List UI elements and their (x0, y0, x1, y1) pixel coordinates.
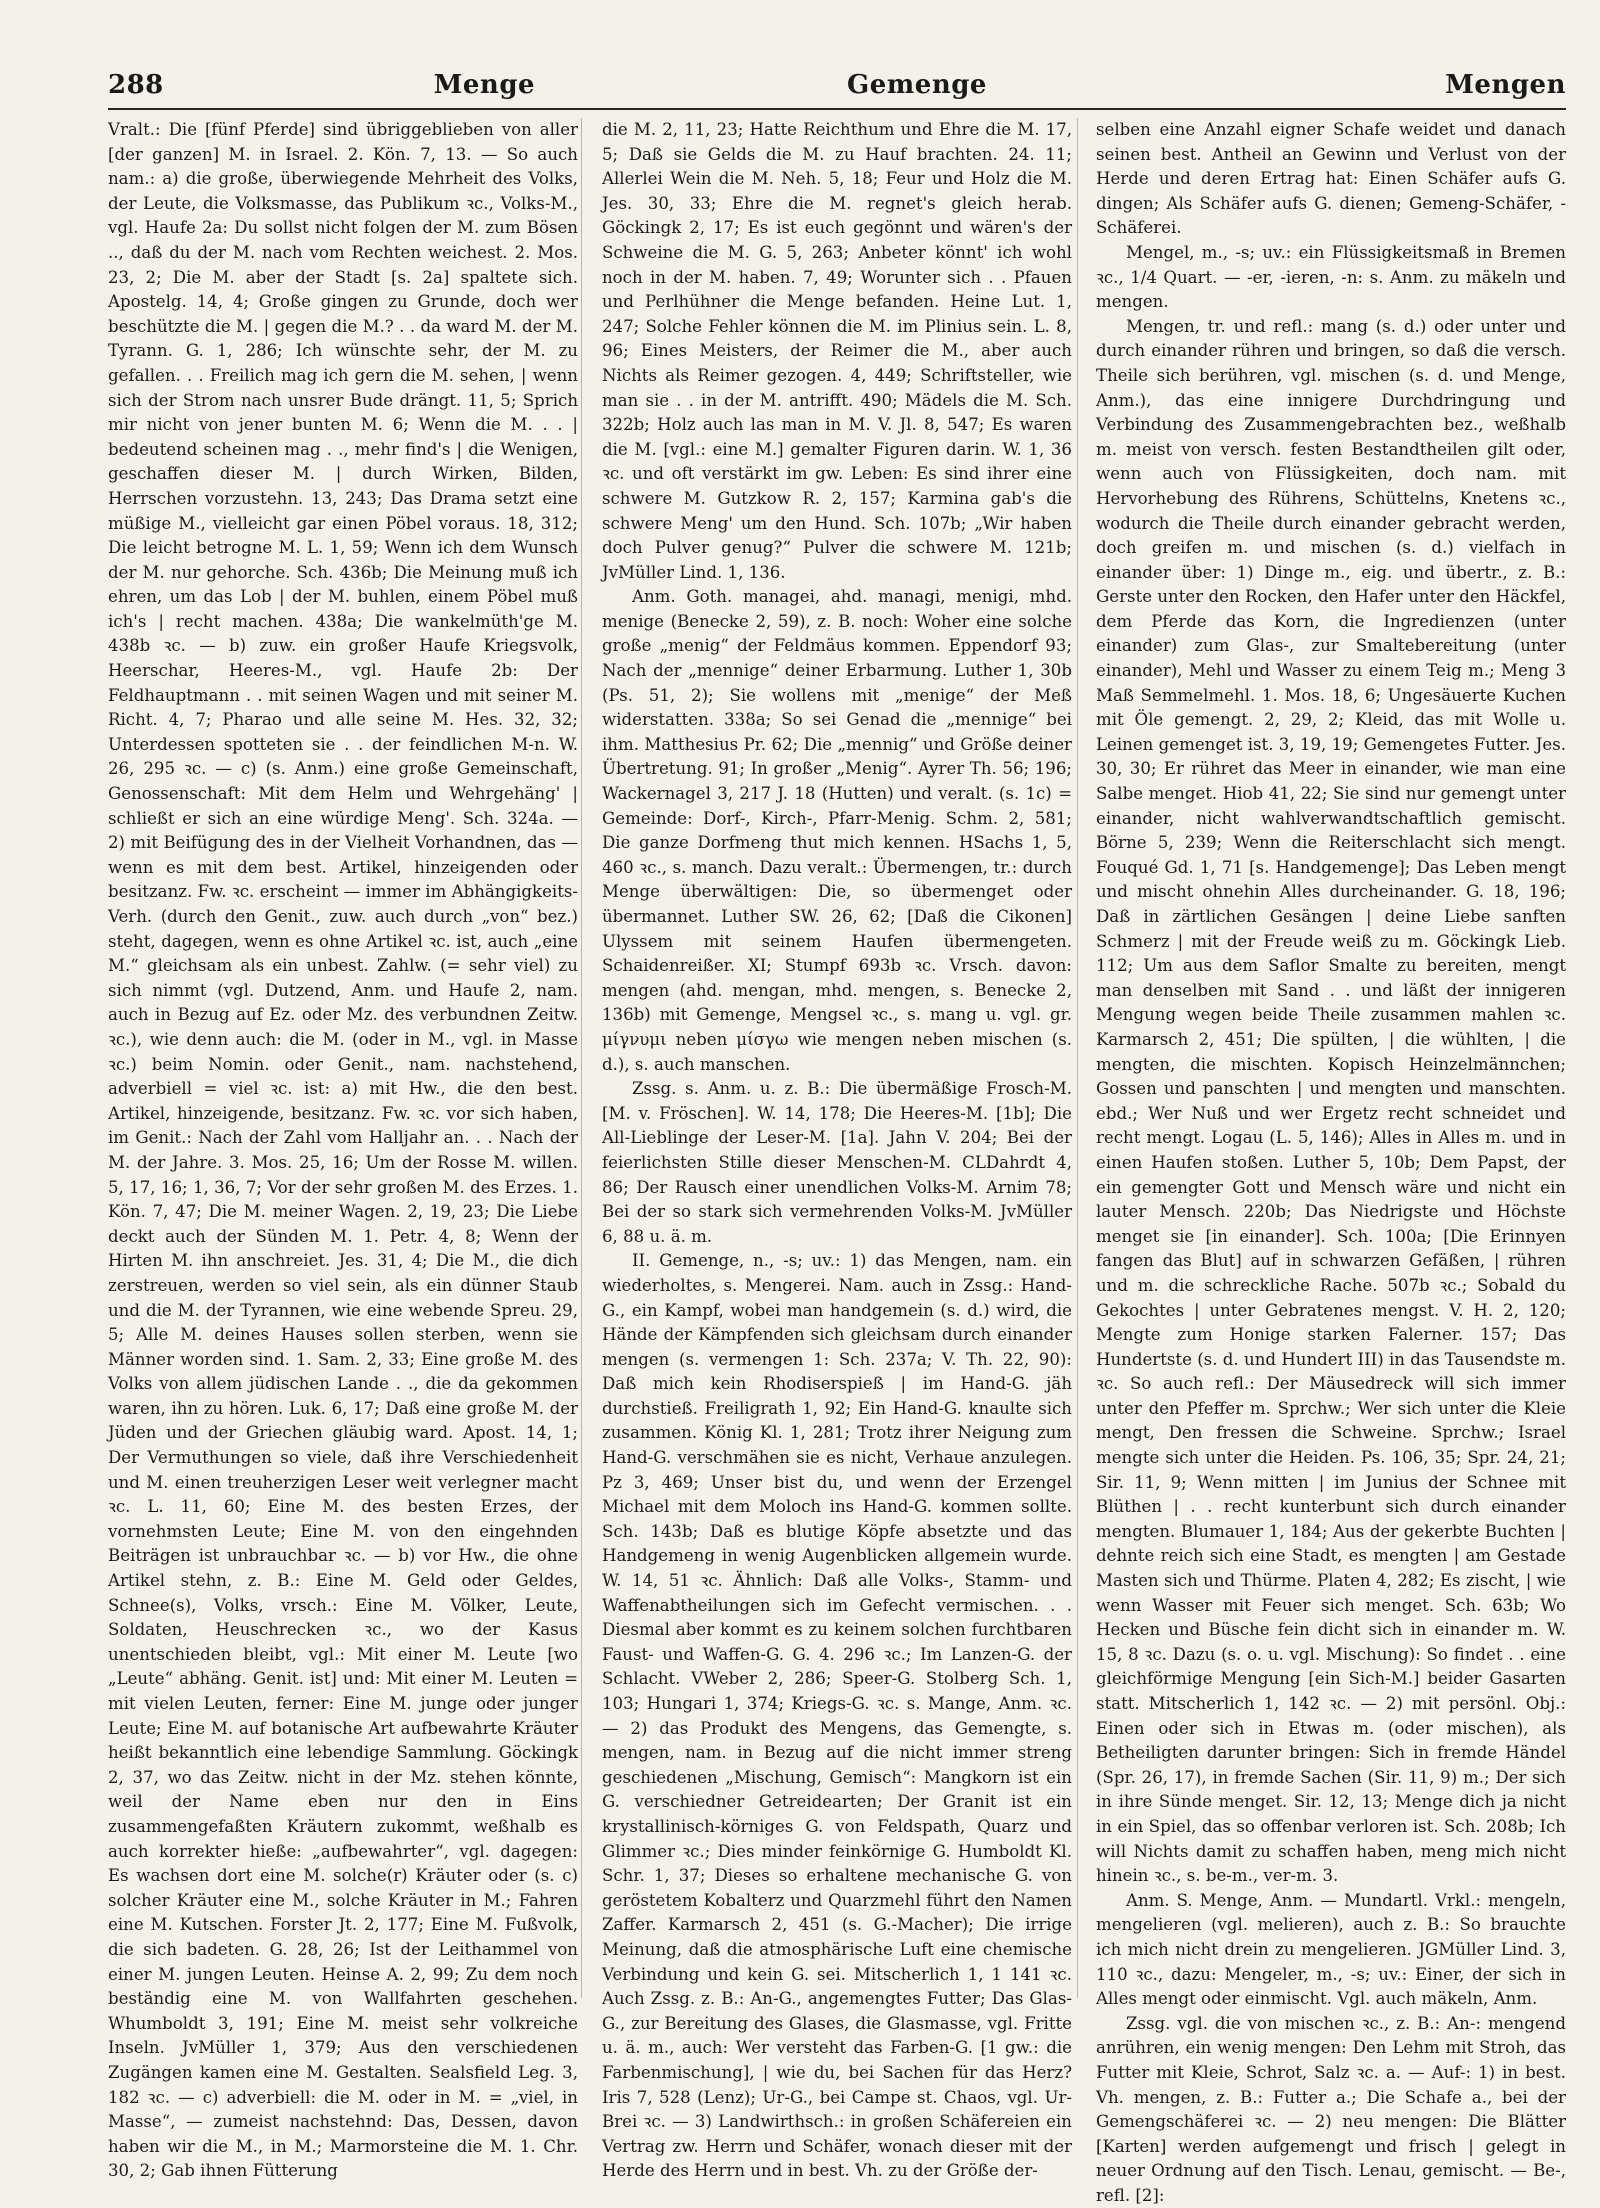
header-center-catchword: Gemenge (847, 70, 987, 100)
running-header (108, 62, 1566, 108)
column-2-paragraph-4: II. Gemenge, n., -s; uv.: 1) das Mengen, nam. ein wiederholtes, s. Mengerei. Nam. auch in Zssg.: Hand-G., ein Kampf, wobei man handgemein (s. d.) wird, die Hände der Kämpfenden sich gleichsam durch einander mengen (s. vermengen 1: Sch. 237a; V. Th. 22, 90): Daß mich kein Rhodiserspieß | im Hand-G. jäh durchstieß. Freiligrath 1, 92; Ein Hand-G. knaulte sich zusammen. König Kl. 1, 281; Trotz ihrer Neigung zum Hand-G. verschmähen sie es nicht, Verhaue anzulegen. Pz 3, 469; Unser bist du, und wenn der Erzengel Michael mit dem Moloch ins Hand-G. kommen sollte. Sch. 143b; Daß es blutige Köpfe absetzte und das Handgemeng in wenig Augenblicken allgemein wurde. W. 14, 51 ꝛc. Ähnlich: Daß alle Volks-, Stamm- und Waffenabtheilungen sich im Gefecht vermischen. . . Diesmal aber kommt es zu keinem solchen furchtbaren Faust- und Waffen-G. G. 4. 296 ꝛc.; Im Lanzen-G. der Schlacht. VWeber 2, 286; Speer-G. Stolberg Sch. 1, 103; Hungari 1, 374; Kriegs-G. ꝛc. s. Mange, Anm. ꝛc. — 2) das Produkt des Mengens, das Gemengte, s. mengen, nam. in Bezug auf die nicht immer streng geschiedenen „Mischung, Gemisch“: Mangkorn ist ein G. verschiedner Getreidearten; Der Granit ist ein krystallinisch-körniges G. von Feldspath, Quarz und Glimmer ꝛc.; Dies minder feinkörnige G. Humboldt Kl. Schr. 1, 37; Dieses so erhaltene mechanische G. von geröstetem Kobalterz und Quarzmehl führt den Namen Zaffer. Karmarsch 2, 451 (s. G.-Macher); Die irrige Meinung, daß die atmosphärische Luft eine chemische Verbindung und kein G. sei. Mitscherlich 1, 1 141 ꝛc. Auch Zssg. z. B.: An-G., angemengtes Futter; Das Glas-G., zur Bereitung des Glases, die Glasmasse, vgl. Fritte u. ä. m., auch: Wer versteht das Farben-G. [1 gw.: die Farbenmischung], | wie du, bei Sachen für das Herz? Iris 7, 528 (Lenz); Ur-G., bei Campe st. Chaos, vgl. Ur-Brei ꝛc. — 3) Landwirthsch.: in großen Schäfereien ein Vertrag zw. Herrn und Schäfer, wonach dieser mit der Herde des Herrn und in best. Vh. zu der Größe der- (602, 1251, 1072, 2181)
column-2-paragraph-1: die M. 2, 11, 23; Hatte Reichthum und Ehre die M. 17, 5; Daß sie Gelds die M. zu Hauf brachten. 24. 11; Allerlei Wein die M. Neh. 5, 18; Feur und Holz die M. Jes. 30, 33; Ehre die M. regnet's gleich herab. Göckingk 2, 17; Es ist euch gegönnt und wären's der Schweine die M. G. 5, 263; Anbeter könnt' ich wohl noch in der M. haben. 7, 49; Worunter sich . . Pfauen und Perlhühner die Menge befanden. Heine Lut. 1, 247; Solche Fehler können die M. im Plinius sein. L. 8, 96; Eines Meisters, der Reimer die M., aber auch Nichts als Reimer gezogen. 4, 449; Schriftsteller, wie man sie . . in der M. antrifft. 490; Mädels die M. Sch. 322b; Holz auch las man in M. V. Jl. 8, 547; Es waren die M. [vgl.: eine M.] gemalter Figuren darin. W. 1, 36 ꝛc. und oft verstärkt im gw. Leben: Es sind ihrer eine schwere M. Gutzkow R. 2, 157; Karmina gab's die schwere Meng' um den Hund. Sch. 107b; „Wir haben doch Pulver genug?“ Pulver die schwere M. 121b; JvMüller Lind. 1, 136. (602, 120, 1072, 582)
header-right-catchword: Mengen (1445, 70, 1567, 100)
column-1-paragraph-1: Vralt.: Die [fünf Pferde] sind übriggeblieben von aller [der ganzen] M. in Israel. 2. Kön. 7, 13. — So auch nam.: a) die große, überwiegende Mehrheit des Volks, der Leute, die Volksmasse, das Publikum ꝛc., Volks-M., vgl. Haufe 2a: Du sollst nicht folgen der M. zum Bösen .., daß du der M. nach vom Rechten weichest. 2. Mos. 23, 2; Die M. aber der Stadt [s. 2a] spaltete sich. Apostelg. 14, 4; Große gingen zu Grunde, doch wer beschützte die M. | gegen die M.? . . da ward M. der M. Tyrann. G. 1, 286; Ich wünschte sehr, der M. zu gefallen. . . Freilich mag ich gern die M. sehen, | wenn sich der Strom nach unsrer Bude drängt. 11, 5; Sprich mir nicht von jener bunten M. 6; Wenn die M. . . | bedeutend scheinen mag . ., mehr find's | die Wenigen, geschaffen dieser M. | durch Wirken, Bilden, Herrschen vorzustehn. 13, 243; Das Drama setzt eine müßige M., vielleicht gar einen Pöbel voraus. 18, 312; Die leicht betrogne M. L. 1, 59; Wenn ich dem Wunsch der M. nur gehorche. Sch. 436b; Die Meinung muß ich ehren, um das Lob | der M. buhlen, einem Pöbel muß ich's | recht machen. 438a; Die wankelmüth'ge M. 438b ꝛc. — b) zuw. ein großer Haufe Kriegsvolk, Heerschar, Heeres-M., vgl. Haufe 2b: Der Feldhauptmann . . mit seinen Wagen und mit seiner M. Richt. 4, 7; Pharao und alle seine M. Hes. 32, 32; Unterdessen spotteten sie . . der feindlichen M-n. W. 26, 295 ꝛc. — c) (s. Anm.) eine große Gemeinschaft, Genossenschaft: Mit dem Helm und Wehrgehäng' | schließt er sich an eine würdige Meng'. Sch. 324a. — 2) mit Beifügung des in der Vielheit Vorhandnen, das — wenn es mit dem best. Artikel, hinzeigenden oder besitzanz. Fw. ꝛc. erscheint — immer im Abhängigkeits-Verh. (durch den Genit., zuw. auch durch „von“ bez.) steht, dagegen, wenn es ohne Artikel ꝛc. ist, auch „eine M.“ gleichsam als ein unbest. Zahlw. (= sehr viel) zu sich nimmt (vgl. Dutzend, Anm. und Haufe 2, nam. auch in Bezug auf Ez. oder Mz. des verbundnen Zeitw. ꝛc.), wie denn auch: die M. (oder in M., vgl. in Masse ꝛc.) beim Nomin. oder Genit., nam. nachstehend, adverbiell = viel ꝛc. ist: a) mit Hw., die den best. Artikel, hinzeigende, besitzanz. Fw. ꝛc. vor sich haben, im Genit.: Nach der Zahl vom Halljahr an. . . Nach der M. der Jahre. 3. Mos. 25, 16; Um der Rosse M. willen. 5, 17, 16; 1, 36, 7; Vor der sehr großen M. des Erzes. 1. Kön. 7, 47; Die M. meiner Wagen. 2, 19, 23; Die Liebe deckt auch der Sünden M. 1. Petr. 4, 8; Wenn der Hirten M. ihn anschreiet. Jes. 31, 4; Die M., die dich zerstreuen, werden so viel sein, als ein dünner Staub und die M. der Tyrannen, wie eine webende Spreu. 29, 5; Alle M. deines Hauses sollen sterben, wenn sie Männer worden sind. 1. Sam. 2, 33; Eine große M. des Volks von allem jüdischen Lande . ., die da gekommen waren, ihn zu hören. Luk. 6, 17; Daß eine große M. der Jüden und der Griechen gläubig ward. Apost. 14, 1; Der Vermuthungen so viele, daß ihre Verschiedenheit und M. einen treuherzigen Leser weit verlegner macht ꝛc. L. 11, 60; Eine M. des besten Erzes, der vornehmsten Leute; Eine M. von den eingehnden Beiträgen ist unbrauchbar ꝛc. — b) vor Hw., die ohne Artikel stehn, z. B.: Eine M. Geld oder Geldes, Schnee(s), Volks, vrsch.: Eine M. Völker, Leute, Soldaten, Heuschrecken ꝛc., wo der Kasus unentschieden bleibt, vgl.: Mit einer M. Leute [wo „Leute“ abhäng. Genit. ist] und: Mit einer M. Leuten = mit vielen Leuten, ferner: Eine M. junge oder junger Leute; Eine M. auf botanische Art aufbewahrte Kräuter heißt bekanntlich eine lebendige Sammlung. Göckingk 2, 37, wo das Zeitw. nicht in der Mz. stehen könnte, weil der Name eben nur den in Eins zusammengefaßten Kräutern zukommt, weßhalb es auch korrekter hieße: „aufbewahrter“, vgl. dagegen: Es wachsen dort eine M. solche(r) Kräuter oder (s. c) solcher Kräuter eine M., solche Kräuter in M.; Fahren eine M. Kutschen. Forster Jt. 2, 177; Eine M. Fußvolk, die sich badeten. G. 28, 26; Ist der Leithammel von einer M. jungen Leuten. Heinse A. 2, 99; Zu dem noch beständig eine M. von Wallfahrten geschehen. Whumboldt 3, 191; Eine M. meist sehr volkreiche Inseln. JvMüller 1, 379; Aus den verschiedenen Zugängen kamen eine M. Gestalten. Sealsfield Leg. 3, 182 ꝛc. — c) adverbiell: die M. oder in M. = „viel, in Masse“, — zumeist nachstehnd: Das, Dessen, davon haben wir die M., in M.; Marmorsteine die M. 1. Chr. 30, 2; Gab ihnen Fütterung (108, 120, 578, 2181)
column-3 (1096, 118, 1566, 2205)
column-3-paragraph-1: selben eine Anzahl eigner Schafe weidet und danach seinen best. Antheil an Gewinn und Verlust von der Herde und deren Ertrag hat: Einen Schäfer aufs G. dingen; Als Schäfer aufs G. dienen; Gemeng-Schäfer, -Schäferei. (1096, 120, 1566, 238)
column-3-paragraph-5: Zssg. vgl. die von mischen ꝛc., z. B.: An-: mengend anrühren, ein wenig mengen: Den Lehm mit Stroh, das Futter mit Kleie, Schrot, Salz ꝛc. a. — Auf-: 1) in best. Vh. mengen, z. B.: Futter a.; Die Schafe a., bei der Gemengschäferei ꝛc. — 2) neu mengen: Die Blätter [Karten] werden aufgemengt und frisch | gelegt in neuer Ordnung auf den Tisch. Lenau, gemischt. — Be-, refl. [2]: (1096, 2013, 1566, 2205)
header-left-catchword: Menge (433, 70, 536, 100)
header-rule (108, 108, 1566, 110)
column-3-paragraph-4: Anm. S. Menge, Anm. — Mundartl. Vrkl.: mengeln, mengelieren (vgl. melieren), auch z. B.: So brauchte ich mich nicht drein zu mengelieren. JGMüller Lind. 3, 110 ꝛc., dazu: Mengeler, m., -s; uv.: Einer, der sich in Alles mengt oder einmischt. Vgl. auch mäkeln, Anm. (1096, 1890, 1566, 2009)
text-columns (108, 118, 1566, 2205)
page-number: 288 (108, 70, 164, 100)
column-3-paragraph-3: Mengen, tr. und refl.: mang (s. d.) oder unter und durch einander rühren und bringen, so daß die versch. Theile sich berühren, vgl. mischen (s. d. und Menge, Anm.), das eine innigere Durchdringung und Verbindung des Zusammengebrachten bez., weßhalb m. meist von versch. festen Bestandtheilen gilt oder, wenn auch von Flüssigkeiten, doch nam. mit Hervorhebung des Rührens, Schüttelns, Knetens ꝛc., wodurch die Theile durch einander gebracht werden, doch greifen m. und mischen (s. d.) vielfach in einander über: 1) Dinge m., eig. und übertr., z. B.: Gerste unter den Rocken, den Hafer unter den Häckfel, dem Pferde das Korn, die Ingredienzen (unter einander) zum Glas-, zur Smaltebereitung (unter einander), Mehl und Wasser zu einem Teig m.; Meng 3 Maß Semmelmehl. 1. Mos. 18, 6; Ungesäuerte Kuchen mit Öle gemengt. 2, 29, 2; Kleid, das mit Wolle u. Leinen gemenget ist. 3, 19, 19; Gemengetes Futter. Jes. 30, 30; Er rühret das Meer in einander, wie man eine Salbe menget. Hiob 41, 22; Sie sind nur gemengt unter einander, nicht wahlverwandtschaftlich gemischt. Börne 5, 239; Wenn die Reiterschlacht sich mengt. Fouqué Gd. 1, 71 [s. Handgemenge]; Das Leben mengt und mischt ohnehin Alles durcheinander. G. 18, 196; Daß in zärtlichen Gesängen | deine Liebe sanften Schmerz | mit der Freude weiß zu m. Göckingk Lieb. 112; Um aus dem Saflor Smalte zu bereiten, mengt man denselben mit Sand . . und läßt der innigeren Mengung wegen beide Theile zusammen mahlen ꝛc. Karmarsch 2, 451; Die spülten, | die wühlten, | die mengten, die mischten. Kopisch Heinzelmännchen; Gossen und panschten | und mengten und manschten. ebd.; Wer Nuß und wer Ergetz recht schneidet und recht mengt. Logau (L. 5, 146); Alles in Alles m. und in einen Haufen stoßen. Luther 5, 10b; Dem Papst, der ein gemengter Gott und Mensch wäre und nicht ein lauter Mensch. 220b; Das Niedrigste und Höchste menget sie [in einander]. Sch. 100a; [Die Erinnyen fangen das Blut] auf in schwarzen Gefäßen, | rühren und m. die schreckliche Rache. 507b ꝛc.; Sobald du Gekochtes | unter Gebratenes mengst. V. H. 2, 120; Mengte zum Honige starken Falerner. 157; Das Hundertste (s. d. und Hundert III) in das Tausendste m. ꝛc. So auch refl.: Der Mäusedreck will sich immer unter den Pfeffer m. Sprchw.; Wer sich unter die Kleie mengt, Den fressen die Schweine. Sprchw.; Israel mengte sich unter die Heiden. Ps. 106, 35; Spr. 24, 21; Sir. 11, 9; Wenn mitten | im Junius der Schnee mit Blüthen | . . recht kunterbunt sich durch einander mengten. Blumauer 1, 184; Aus der gekerbte Buchten | dehnte reich sich eine Stadt, es mengten | am Gestade Masten sich und Thürme. Platen 4, 282; Es zischt, | wie wenn Wasser mit Feuer sich menget. Sch. 63b; Wo Hecken und Büsche fein dicht sich in einander m. W. 15, 8 ꝛc. Dazu (s. o. u. vgl. Mischung): So findet . . eine gleichförmige Mengung [ein Sich-M.] beider Gasarten statt. Mitscherlich 1, 142 ꝛc. — 2) mit persönl. Obj.: Einen oder sich in Etwas m. (oder mischen), als Betheiligten darunter bringen: Sich in fremde Händel (Spr. 26, 17), in fremde Sachen (Sir. 11, 9) m.; Der sich in ihre Sünde menget. Sir. 12, 13; Menge dich ja nicht in ein Spiel, das so offenbar verloren ist. Sch. 208b; Ich will Nichts damit zu schaffen haben, meng mich nicht hinein ꝛc., s. be-m., ver-m. 3. (1096, 316, 1566, 1886)
column-1 (108, 118, 578, 2181)
column-2 (602, 118, 1072, 2181)
column-2-paragraph-3: Zssg. s. Anm. u. z. B.: Die übermäßige Frosch-M. [M. v. Fröschen]. W. 14, 178; Die Heeres-M. [1b]; Die All-Lieblinge der Leser-M. [1a]. Jahn V. 204; Bei der feierlichsten Stille dieser Menschen-M. CLDahrdt 4, 86; Der Rausch einer unendlichen Volks-M. Arnim 78; Bei der so stark sich vermehrenden Volks-M. JvMüller 6, 88 u. ä. m. (602, 1079, 1072, 1246)
column-2-paragraph-2: Anm. Goth. managei, ahd. managi, menigi, mhd. menige (Benecke 2, 59), z. B. noch: Woher eine solche große „menig“ der Feldmäus kommen. Eppendorf 93; Nach der „mennige“ deiner Erbarmung. Luther 1, 30b (Ps. 51, 2); Sie wollens mit „menige“ der Meß widerstatten. 338a; So sei Genad die „mennige“ bei ihm. Matthesius Pr. 62; Die „mennig“ und Größe deiner Übertretung. 91; In großer „Menig“. Ayrer Th. 56; 196; Wackernagel 3, 217 J. 18 (Hutten) und veralt. (s. 1c) = Gemeinde: Dorf-, Kirch-, Pfarr-Menig. Schm. 2, 581; Die ganze Dorfmeng thut mich kennen. HSachs 1, 5, 460 ꝛc., s. manch. Dazu veralt.: Übermengen, tr.: durch Menge überwältigen: Die, so übermenget oder übermannet. Luther SW. 26, 62; [Daß die Cikonen] Ulyssem mit seinem Haufen übermengeten. Schaidenreißer. XI; Stumpf 693b ꝛc. Vrsch. davon: mengen (ahd. mengan, mhd. mengen, s. Benecke 2, 136b) mit Gemenge, Mengsel ꝛc., s. mang u. vgl. gr. μίγνυμι neben μίσγω wie mengen neben mischen (s. d.), s. auch manschen. (602, 587, 1072, 1074)
column-3-paragraph-2: Mengel, m., -s; uv.: ein Flüssigkeitsmaß in Bremen ꝛc., 1/4 Quart. — -er, -ieren, -n: s. Anm. zu mäkeln und mengen. (1096, 242, 1566, 312)
